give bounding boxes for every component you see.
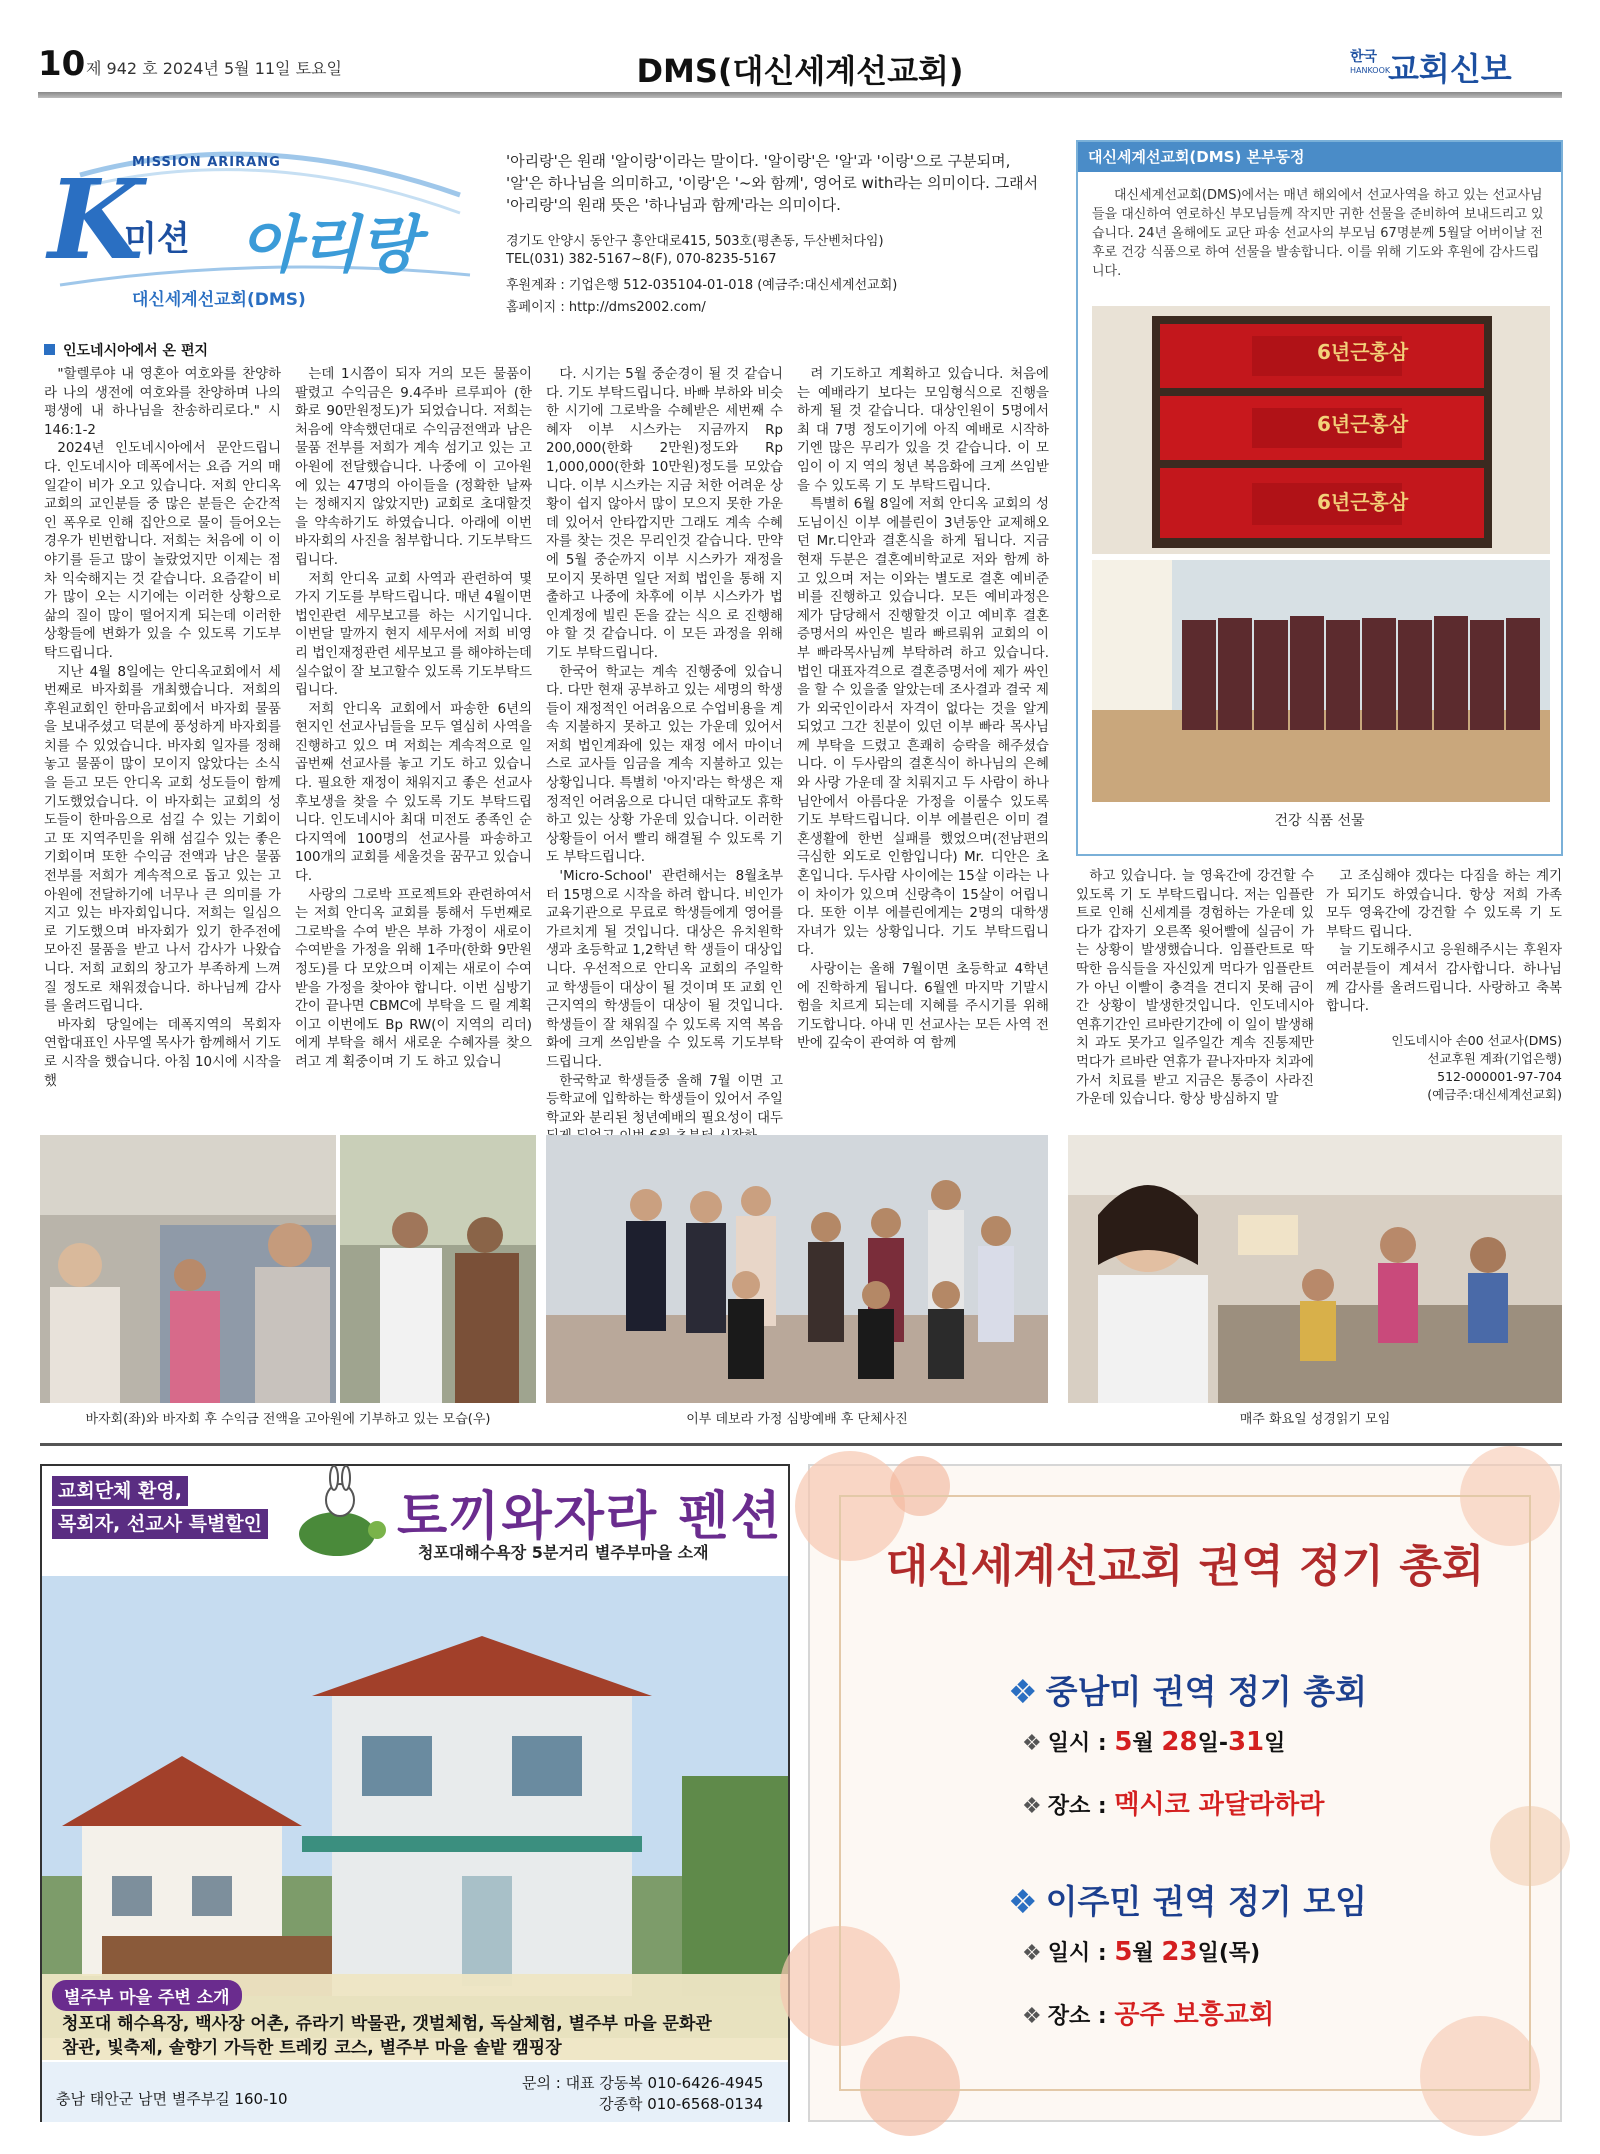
contact-tel: TEL(031) 382-5167~8(F), 070-8235-5167: [506, 252, 777, 267]
donation-scene-illustration: [340, 1135, 536, 1403]
event-1-day-sep: 일-: [1197, 1731, 1228, 1756]
bazaar-scene-illustration: [40, 1135, 336, 1403]
contact-homepage[interactable]: 홈페이지 : http://dms2002.com/: [506, 300, 706, 315]
paragraph: 사랑의 그로박 프로젝트와 관련하여서는 저희 안디옥 교회를 통해서 두번째로 그로박을 수여 받은 부하 가정이 새로이 수여받을 가정을 위해 1주마(한화 9만원 정도)를 다 모았으며 이제는 새로이 수여받을 가정을 찾아야 합니다. 이번 심방기간이 끝나면 CBMC에 부탁을 드 릴 계획이고 이번에도 Bp RW(이 지역의 리더)에게 부탁을 해서 새로운 수혜자를 찾으려고 계 획중이며 기 도 하고 있습니: [295, 887, 532, 1070]
dms-news-body: 대신세계선교회(DMS)에서는 매년 해외에서 선교사역을 하고 있는 선교사님들을 대신하여 연로하신 부모님들께 작지만 귀한 선물을 준비하여 보내드리고 있습니다. 24년 올해에도 교단 파송 선교사의 부모님 67명분께 5월달 어버이날 전후로 건강 식품으로 하여 선물을 발송합니다. 이를 위해 기도와 후원에 감사드립니다.: [1092, 188, 1544, 279]
paragraph: 하고 있습니다. 늘 영육간에 강건할 수 있도록 기 도 부탁드립니다. 저는 임플란트로 인해 신세계를 경험하는 가운데 있다가 갑자기 오른쪽 윗어빨에 실금이 가는 상황이 발생했습니다. 임플란트로 딱딱한 음식들을 자신있게 먹다가 임플란트가 아닌 이빨이 충격을 견디지 못해 금이간 상황이 발생한것입니다. 인도네시아 연휴기간인 르바란기간에 이 일이 발생해 치 과도 못가고 일주일간 계속 진통제만 먹다가 르바란 연휴가 끝나자마자 치과에 가서 치료를 받고 지금은 통증이 사라진 가운데 있습니다. 항상 방심하지 말: [1076, 869, 1314, 1108]
diamond-small-icon: ❖: [1022, 1941, 1042, 1966]
event-2-heading-text: 이주민 권역 정기 모임: [1045, 1882, 1367, 1921]
pension-building-photo: [42, 1576, 788, 2038]
logo-roman-text: HANKOOK: [1350, 66, 1391, 75]
paragraph: 저희 안디옥 교회에서 파송한 6년의 현지인 선교사님들을 모두 열심히 사역을 진행하고 있으 며 저희는 계속적으로 일곱번째 선교사를 놓고 기도 하고 있습니다. 필요한 재정이 채워지고 좋은 선교사 후보생을 찾을 수 있도록 기도 부탁드립니다. 인도네시아 최대 미전도 종족인 순다지역에 100명의 선교사를 파송하고 100개의 교회를 세울것을 꿈꾸고 있습니다.: [295, 701, 532, 885]
gift-photo-caption: 건강 식품 선물: [1274, 813, 1365, 829]
masthead-mission-word: 미션: [124, 219, 190, 259]
letter-signature: [1326, 1032, 1562, 1104]
gift-bags-photo: [1092, 560, 1550, 802]
dms-news-header: 대신세계선교회(DMS) 본부동정: [1078, 142, 1561, 172]
event-1-heading: [1008, 1666, 1367, 1713]
paragraph: 바자회 당일에는 데폭지역의 목회자 연합대표인 사무엘 목사가 함께해서 기도로 시작을 했습니다. 아침 10시에 시작을 했: [44, 1017, 281, 1089]
header-divider: [38, 92, 1562, 98]
event-1-date: [1022, 1726, 1285, 1757]
event-2-place: [1022, 1994, 1274, 2031]
dms-news-box: [1076, 140, 1563, 856]
issue-info: 제 942 호 2024년 5월 11일 토요일: [86, 59, 342, 78]
paragraph: 'Micro-School' 관련해서는 8월초부터 15명으로 시작을 하려 합니다. 비인가 교육기관으로 무료로 학생들에게 영어를 가르치게 될 것입니다. 대상은 유치원학생과 초등학교 1,2학년 학 생들이 대상입니다. 우선적으로 안디옥 교회의 주일학교 학생들이 대상이 될 것이며 또 교회 인근지역의 학생들이 대상이 될 것입니다. 학생들이 잘 채워질 수 있도록 지역 복음화에 크게 쓰임받을 수 있도록 기도부탁드립니다.: [546, 869, 783, 1070]
bible-study-photo: [1068, 1135, 1562, 1403]
pension-contact-2[interactable]: 강종학 010-6568-0134: [599, 2095, 764, 2113]
pension-advertisement[interactable]: [40, 1464, 790, 2122]
event-1-month: 5: [1114, 1727, 1133, 1757]
paragraph: 저희 안디옥 교회 사역과 관련하여 몇 가지 기도를 부탁드립니다. 매년 4월이면 법인관련 세무보고를 하는 시기입니다. 이번달 말까지 현지 세무서에 저희 비영리 법인재정관련 세무보고 를 해야하는데 실수없이 잘 보고할수 있도록 기도부탁드립니다.: [295, 571, 532, 699]
event-2-date: [1022, 1936, 1260, 1967]
paragraph: 고 조심해야 겠다는 다짐을 하는 계기가 되기도 하였습니다. 항상 저희 가족 모두 영육간에 강건할 수 있도록 기 도 부탁드 립니다.: [1326, 869, 1562, 940]
event-1-day-unit: 일: [1264, 1731, 1286, 1756]
event-2-month-unit: 월: [1132, 1941, 1162, 1966]
diamond-small-icon: ❖: [1022, 1731, 1042, 1756]
event-1-place-text: 멕시코 과달라하라: [1114, 1790, 1325, 1820]
paragraph: 지난 4월 8일에는 안디옥교회에서 세번째로 바자회를 개최했습니다. 저희의 후원교회인 한마음교회에서 바자회 물품을 보내주셨고 덕분에 풍성하게 바자회를 치를 수 있었습니다. 바자회 일자를 정해놓고 물품이 많이 모이지 않았다는 소식을 듣고 모든 안디옥 교회 성도들이 함께 기도했었습니다. 이 바자회는 교회의 성도들이 한마음으로 섬길 수 있는 기회이고 또 지역주민을 위해 섬길수 있는 좋은 기회이며 또한 수익금 전액과 남은 물품 전부를 저희가 계속적으로 돕고 있는 고아원에 전달하기에 너무나 큰 의미를 가지고 있는 바자회입니다. 저희는 일심으로 기도했으며 바자회가 있기 한주전에 모아진 물품을 받고 나서 감사가 나왔습니다. 저희 교회의 창고가 부족하게 느껴질 정도로 채워졌습니다. 하나님께 감사를 올려드립니다.: [44, 664, 281, 1015]
pension-address: 충남 태안군 남면 별주부길 160-10: [56, 2090, 288, 2108]
contact-account: 후원계좌 : 기업은행 512-035104-01-018 (예금주:대신세계선교회): [506, 278, 898, 293]
event-2-place-text: 공주 보흥교회: [1114, 2000, 1275, 2030]
paragraph: 늘 기도해주시고 응원해주시는 후원자 여러분들이 계셔서 감사합니다. 하나님께 감사를 올려드립니다. 사랑하고 축복합니다.: [1326, 943, 1562, 1015]
gift-boxes-photo: [1092, 306, 1550, 554]
photo-caption-bible-study: 매주 화요일 성경읽기 모임: [1239, 1412, 1391, 1427]
letter-column-3: [546, 366, 783, 1136]
ads-divider: [40, 1443, 1562, 1446]
page-number: 10: [38, 44, 86, 84]
letter-section-title-text: 인도네시아에서 온 편지: [63, 343, 208, 359]
paragraph: 려 기도하고 계획하고 있습니다. 처음에는 예배라기 보다는 모임형식으로 진행을 하게 될 것 같습니다. 대상인원이 5명에서 최 대 7명 정도이기에 아직 예배로 시작하기엔 많은 무리가 있을 것 같습니다. 이 모임이 이 지 역의 청년 복음화에 크게 쓰임받을 수 있도록 기 도 부탁드립니다.: [797, 367, 1049, 494]
gift-box-label: 6년근홍삼: [1317, 490, 1409, 514]
pension-title: 토끼와자라 펜션: [397, 1487, 783, 1547]
diamond-small-icon: ❖: [1022, 1794, 1042, 1819]
logo-small-text: 한국: [1350, 49, 1378, 65]
letter-column-2: [295, 366, 532, 1136]
paragraph: 는데 1시쯤이 되자 거의 모든 물품이 팔렸고 수익금은 9.4주바 르루피아 (한화로 90만원정도)가 되었습니다. 저희는 처음에 약속했던대로 수익금전액과 남은 물품 전부를 저희가 계속 섬기고 있는 고아원에 전달했습니다. 나중에 이 고아원에 있는 47명의 아이들을 (정확한 날짜는 정해지지 않았지만) 교회로 초대할것을 약속하기도 하였습니다. 아래에 이번 바자회의 사진을 첨부합니다. 기도부탁드립니다.: [295, 367, 532, 568]
event-1-day-end: 31: [1227, 1727, 1265, 1757]
event-2-day: 23: [1161, 1937, 1198, 1967]
signature-line: (예금주:대신세계선교회): [1427, 1087, 1562, 1102]
bazaar-photo: [40, 1135, 336, 1403]
badge-line-1: 교회단체 환영,: [52, 1476, 188, 1506]
event-1-day-start: 28: [1161, 1727, 1198, 1757]
gift-box-label: 6년근홍삼: [1317, 412, 1409, 436]
diamond-small-icon: ❖: [1022, 2004, 1042, 2029]
paragraph: 한국어 학교는 계속 진행중에 있습니다. 다만 현재 공부하고 있는 세명의 학생들이 재정적인 어려움으로 수업비용을 계속 지불하지 못하고 있는 가운데 있어서 저희 법인계좌에 있는 재정 에서 마이너스로 교사들 임금을 계속 지불하고 있는 상황입니다. 특별히 '아지'라는 학생은 재 정적인 어려움으로 다니던 대학교도 휴학하고 있는 상황 가운데 있습니다. 이러한 상황들이 어서 빨리 해결될 수 있도록 기도 부탁드립니다.: [546, 664, 783, 866]
masthead-k-letter: K: [48, 155, 144, 284]
masthead-org-name: 대신세계선교회(DMS): [132, 290, 306, 310]
arirang-intro-text: '아리랑'은 원래 '알이랑'이라는 말이다. '알이랑'은 '알'과 '이랑'으로 구분되며, '알'은 하나님을 의미하고, '이랑'은 '~와 함께', 영어로 with라는 의미이다. 그래서 '아리랑'의 원래 뜻은 '하나님과 함께'라는 의미이다.: [506, 152, 1039, 214]
photo-caption-group: 이부 데보라 가정 심방예배 후 단체사진: [686, 1412, 908, 1427]
masthead-arirang-word: 아리랑: [240, 208, 420, 281]
gift-bags-illustration: [1092, 560, 1550, 802]
gift-box-label: 6년근홍삼: [1317, 340, 1409, 364]
event-1-date-label: 일시 :: [1047, 1731, 1107, 1756]
surroundings-title: 별주부 마을 주변 소개: [52, 1980, 242, 2011]
letter-column-1: [44, 366, 281, 1136]
letter-section-title: [44, 340, 208, 360]
group-photo-illustration: [546, 1135, 1048, 1403]
event-2-heading: [1008, 1876, 1367, 1923]
event-1-place-label: 장소 :: [1047, 1794, 1107, 1819]
mission-arirang-masthead: [40, 135, 480, 325]
event-2-date-label: 일시 :: [1047, 1941, 1107, 1966]
logo-title: 교회신보: [1388, 50, 1512, 88]
signature-line: 선교후원 계좌(기업은행): [1427, 1051, 1562, 1066]
paragraph: 한국학교 학생들중 올해 7월 이면 고등학교에 입학하는 학생들이 있어서 주일학교와 분리된 청년예배의 필요성이 대두: [546, 1073, 783, 1126]
surroundings-line-1: 청포대 해수욕장, 백사장 어촌, 쥬라기 박물관, 갯벌체험, 독살체험, 별주부 마을 문화관: [62, 2014, 712, 2034]
letter-column-6: [1326, 868, 1562, 1018]
letter-column-4: [797, 366, 1049, 1136]
contact-address: 경기도 안양시 동안구 흥안대로415, 503호(평촌동, 두산벤처다임): [506, 234, 884, 249]
diamond-bullet-icon: ❖: [1008, 1882, 1038, 1921]
event-2-place-label: 장소 :: [1047, 2004, 1107, 2029]
assembly-announcement: [808, 1464, 1562, 2122]
letter-column-5: [1076, 868, 1314, 1138]
event-1-heading-text: 중남미 권역 정기 총회: [1045, 1672, 1367, 1711]
paragraph: 다. 시기는 5월 중순경이 될 것 같습니다. 기도 부탁드립니다. 바빠 부하와 비슷한 시기에 그로박을 수혜받은 세번째 수혜자 이부 시스카는 지금까지 Rp 200,000(한화 2만원)정도와 Rp 1,000,000(한화 10만원)정도를 모았습니다. 이부 시스카는 지금 처한 어려운 상황이 쉽지 않아서 많이 모으지 못한 가운데 있어서 안타깝지만 그래도 계속 수혜자를 찾는 것은 무리인것 같습니다. 만약에 5월 중순까지 이부 시스카가 재정을 모이지 못하면 일단 저희 법인을 통해 지출하고 나중에 차후에 이부 시스카가 법인계정에 빌린 돈을 갚는 식으 로 진행해야 할 것 같습니다. 이 모든 과정을 위해 기도 부탁드립니다.: [546, 367, 783, 661]
event-2-day-unit: 일(목): [1197, 1941, 1261, 1966]
photo-caption-bazaar: 바자회(좌)와 바자회 후 수익금 전액을 고아원에 기부하고 있는 모습(우): [85, 1412, 491, 1427]
signature-line: 인도네시아 손00 선교사(DMS): [1391, 1033, 1562, 1048]
pension-subtitle: 청포대해수욕장 5분거리 별주부마을 소재: [418, 1543, 709, 1562]
group-photo: [546, 1135, 1048, 1403]
paragraph: 2024년 인도네시아에서 문안드립니다. 인도네시아 데폭에서는 요즘 거의 매일같이 비가 오고 있습니다. 저희 안디옥 교회의 교인분들 중 많은 분들은 순간적인 폭우로 인해 집안으로 물이 들어오는 경우가 빈번합니다. 저희는 처음에 이 이야기를 듣고 많이 놀랐었지만 이제는 점차 익숙해지는 것 같습니다. 요즘같이 비가 많이 오는 시기에는 이러한 상황으로 삶의 질이 많이 떨어지게 되는데 이러한 상황들에 변화가 있을 수 있도록 기도부탁드립니다.: [44, 441, 281, 661]
surroundings-line-2: 참관, 빛축제, 솔향기 가득한 트레킹 코스, 별주부 마을 솔밭 캠핑장: [62, 2038, 562, 2058]
donation-photo: [340, 1135, 536, 1403]
diamond-bullet-icon: ❖: [1008, 1672, 1038, 1711]
pension-contact-1[interactable]: 문의 : 대표 강동복 010-6426-4945: [522, 2074, 764, 2092]
assembly-title: 대신세계선교회 권역 정기 총회: [885, 1541, 1485, 1592]
event-2-month: 5: [1114, 1937, 1133, 1967]
masthead-tagline: MISSION ARIRANG: [132, 155, 281, 170]
event-1-place: [1022, 1784, 1324, 1821]
bible-study-illustration: [1068, 1135, 1562, 1403]
newspaper-logo[interactable]: [1350, 44, 1560, 88]
signature-line: 512-000001-97-704: [1437, 1069, 1562, 1084]
paragraph: "할렐루야 내 영혼아 여호와를 찬양하라 나의 생전에 여호와를 찬양하며 나의 평생에 내 하나님을 찬송하리로다." 시 146:1-2: [44, 367, 281, 438]
square-bullet-icon: [44, 344, 55, 355]
event-1-month-unit: 월: [1132, 1731, 1162, 1756]
rabbit-turtle-mascot-icon: [292, 1472, 392, 1562]
section-title: DMS(대신세계선교회): [636, 52, 964, 90]
discount-badge: [52, 1476, 268, 1542]
paragraph: 특별히 6월 8일에 저희 안디옥 교회의 성도님이신 이부 에블린이 3년동안 교제해오던 Mr.디안과 결혼식을 하게 됩니다. 지금 현재 두분은 결혼예비학교로 저와 함께 하고 있으며 저는 이와는 별도로 결혼 예비준비를 진행하고 있습니다. 모든 예비과정은 제가 담당해서 진행할것 이고 예비후 결혼증명서의 싸인은 빌라 빠르뤄위 교회의 이부 빠라목사님께 부탁하려 하고 있습니다. 법인 대표자격으로 결혼증명서에 제가 싸인을 할 수 있을줄 알았는데 조사결과 결국 제가 외국인이라서 자격이 없다는 것을 알게되었고 그간 친분이 있던 이부 빠라 목사님께 부탁을 드렸고 흔쾌히 승락을 해주셨습니다. 이 두사람의 결혼식이 하나님의 은혜와 사랑 가운데 잘 치뤄지고 두 사람이 하나님안에서 아름다운 가정을 이룰수 있도록 기도 부탁드립니다. 이부 에블린은 이미 결혼생활에 한번 실패를 했었으며(전남편의 극심한 외도로 인함입니다) Mr. 디안은 초혼입니다. 두사람 사이에는 15살 이라는 나이 차이가 있으며 신랑측이 15살이 어립니다. 또한 이부 에블린에게는 2명의 대학생 자녀가 있는 상황입니다. 기도 부탁드립니다.: [797, 497, 1049, 959]
paragraph: 사랑이는 올해 7월이면 초등학교 4학년에 진학하게 됩니다. 6월엔 마지막 기말시험을 치르게 되는데 지혜를 주시기를 위해 기도합니다. 아내 민 선교사는 모든 사역 전반에 깊숙이 관여하 여 함께: [797, 962, 1049, 1052]
badge-line-2: 목회자, 선교사 특별할인: [52, 1509, 268, 1539]
